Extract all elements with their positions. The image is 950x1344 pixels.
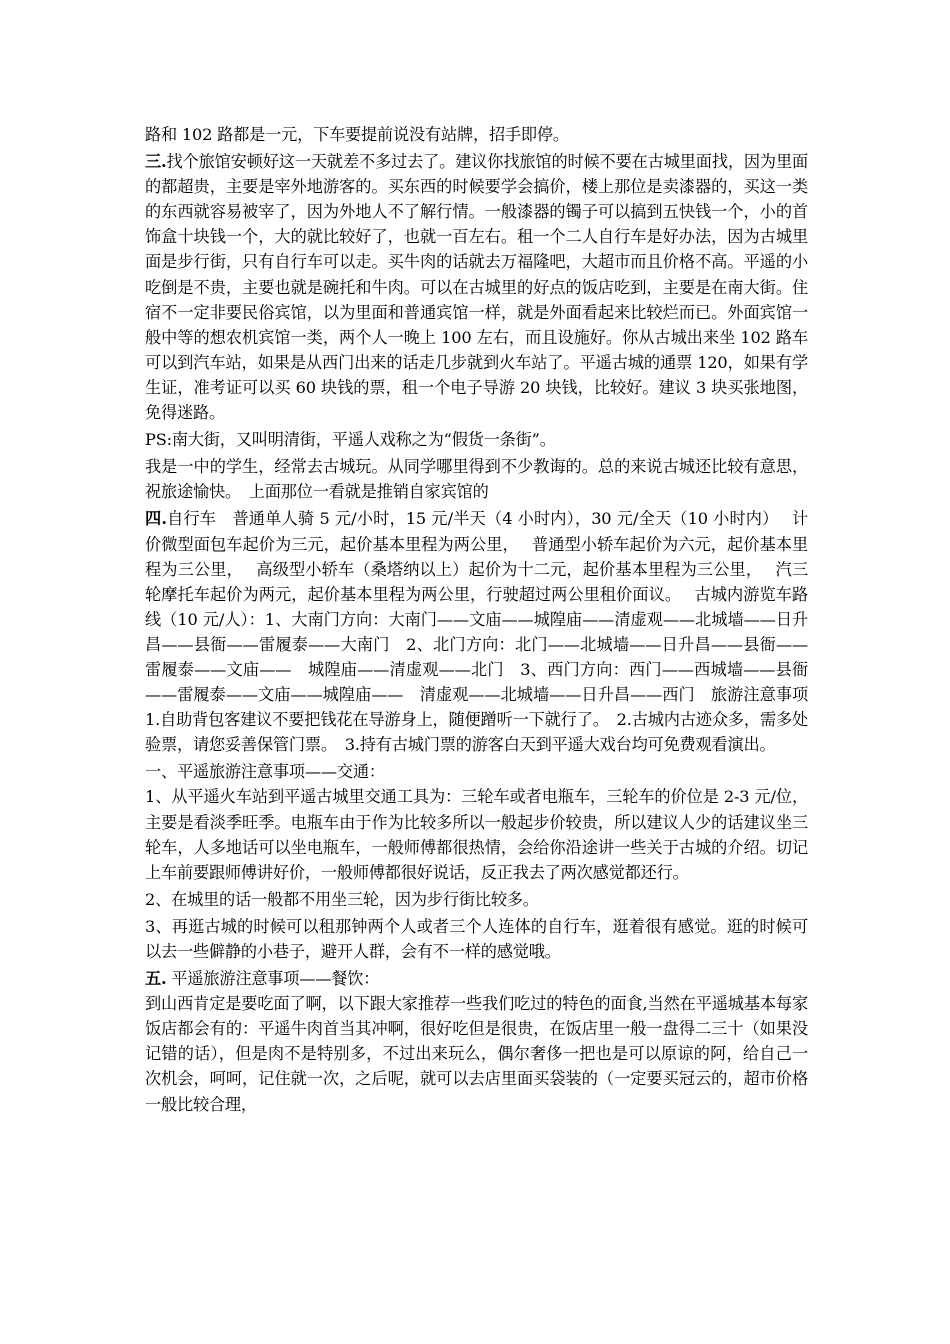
document-body	[145, 122, 824, 1117]
paragraph-ps-note: PS:南大街，又叫明清街，平遥人戏称之为“假货一条街”。	[145, 430, 556, 450]
paragraph-transport-1: 1、从平遥火车站到平遥古城里交通工具为：三轮车或者电瓶车，三轮车的价位是 2-3 元/位，主要是看淡季旺季。电瓶车由于作为比较多所以一般起步价较贵，所以建议人少的话建议坐三轮车，人多地话可以坐电瓶车，一般师傅都很热情，会给你沿途讲一些关于古城的介绍。切记上车前要跟师傅讲好价，一般师傅都很好说话，反正我去了两次感觉都还行。	[145, 787, 808, 882]
section-five-heading: 五.	[145, 969, 167, 989]
section-four-heading: 四.	[145, 509, 167, 529]
section-three-heading: 三.	[145, 152, 167, 172]
paragraph-transport-heading: 一、平遥旅游注意事项——交通：	[145, 762, 385, 782]
paragraph-food: 到山西肯定是要吃面了啊，以下跟大家推荐一些我们吃过的特色的面食,当然在平遥城基本每家饭店都会有的：平遥牛肉首当其冲啊，很好吃但是很贵，在饭店里一般一盘得二三十（如果没记错的话），但是肉不是特别多，不过出来玩么，偶尔奢侈一把也是可以原谅的阿，给自己一次机会，呵呵，记住就一次，之后呢，就可以去店里面买袋装的（一定要买冠云的，超市价格一般比较合理，	[145, 994, 808, 1114]
paragraph-transport-2: 2、在城里的话一般都不用坐三轮，因为步行街比较多。	[145, 889, 539, 909]
paragraph-section-five: 五. 平遥旅游注意事项——餐饮：	[145, 969, 380, 989]
paragraph-bus-fare: 路和 102 路都是一元，下车要提前说没有站牌，招手即停。	[145, 125, 569, 144]
paragraph-section-three: 三.找个旅馆安顿好这一天就差不多过去了。建议你找旅馆的时候不要在古城里面找，因为里面的都超贵，主要是宰外地游客的。买东西的时候要学会搞价，楼上那位是卖漆器的，买这一类的东西就容易被宰了，因为外地人不了解行情。一般漆器的镯子可以搞到五快钱一个，小的首饰盒十块钱一个，大的就比较好了，也就一百左右。租一个二人自行车是好办法，因为古城里面是步行街，只有自行车可以走。买牛肉的话就去万福隆吧，大超市而且价格不高。平遥的小吃倒是不贵，主要也就是碗托和牛肉。可以在古城里的好点的饭店吃到，主要是在南大街。住宿不一定非要民俗宾馆，以为里面和普通宾馆一样，就是外面看起来比较烂而已。外面宾馆一般中等的想农机宾馆一类，两个人一晚上 100 左右，而且设施好。你从古城出来坐 102 路车可以到汽车站，如果是从西门出来的话走几步就到火车站了。平遥古城的通票 120，如果有学生证，准考证可以买 60 块钱的票，租一个电子导游 20 块钱，比较好。建议 3 块买张地图，免得迷路。	[145, 152, 808, 423]
paragraph-transport-3: 3、再逛古城的时候可以租那钟两个人或者三个人连体的自行车，逛着很有感觉。逛的时候可以去一些僻静的小巷子，避开人群，会有不一样的感觉哦。	[145, 916, 808, 961]
paragraph-section-four: 四.自行车 普通单人骑 5 元/小时，15 元/半天（4 小时内），30 元/全天（10 小时内） 计价微型面包车起价为三元，起价基本里程为两公里， 普通型小轿车起价为六元，起价基本里程为三公里， 高级型小轿车（桑塔纳以上）起价为十二元，起价基本里程为三公里， 汽三轮摩托车起价为两元，起价基本里程为两公里，行驶超过两公里租价面议。 古城内游览车路线（10 元/人）：1、大南门方向：大南门——文庙——城隍庙——清虚观——北城墙——日升昌——县衙——雷履泰——大南门 2、北门方向：北门——北城墙——日升昌——县衙——雷履泰——文庙—— 城隍庙——清虚观——北门 3、西门方向：西门——西城墙——县衙——雷履泰——文庙——城隍庙—— 清虚观——北城墙——日升昌——西门 旅游注意事项 1.自助背包客建议不要把钱花在导游身上，随便蹭听一下就行了。 2.古城内古迹众多，需多处验票，请您妥善保管门票。 3.持有古城门票的游客白天到平遥大戏台均可免费观看演出。	[145, 509, 824, 755]
paragraph-student-note: 我是一中的学生，经常去古城玩。从同学哪里得到不少教诲的。总的来说古城还比较有意思，祝旅途愉快。 上面那位一看就是推销自家宾馆的	[145, 457, 808, 502]
